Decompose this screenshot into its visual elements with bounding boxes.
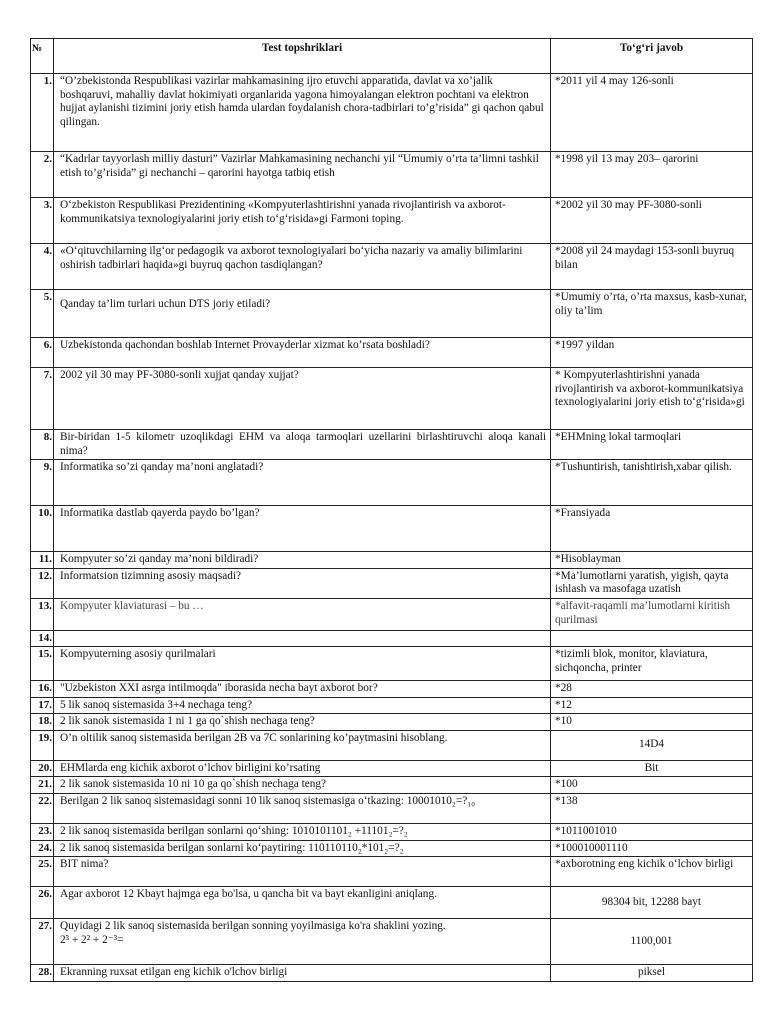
answer-text: *1998 yil 13 may 203– qarorini — [551, 152, 753, 198]
row-number: 4. — [31, 244, 54, 290]
row-number: 18. — [31, 714, 54, 731]
question-text: «O‘qituvchilarning ilg‘or pedagogik va axborot texnologiyalari bo‘yicha nazariy va amaliy bilimlarini oshirish tadbirlari haqida»gi buyruq qachon tasdiqlangan? — [54, 244, 551, 290]
table-row — [31, 460, 753, 506]
answer-text: *1997 yildan — [551, 338, 753, 368]
table-row — [31, 630, 753, 646]
table-row — [31, 552, 753, 569]
column-header-number: № — [31, 39, 54, 74]
table-row — [31, 887, 753, 919]
row-number: 16. — [31, 680, 54, 697]
answer-text: *12 — [551, 697, 753, 714]
table-row — [31, 152, 753, 198]
answer-text: * Kompyuterlashtirishni yanada rivojlantirish va axborot-kommunikatsiya texnologiyalarini joriy etish to‘g‘risida»gi — [551, 368, 753, 430]
row-number: 15. — [31, 646, 54, 680]
row-number: 5. — [31, 290, 54, 338]
row-number: 1. — [31, 74, 54, 152]
answer-text: *10 — [551, 714, 753, 731]
answer-text: 1100,001 — [551, 919, 753, 965]
table-row — [31, 965, 753, 982]
answer-text: 14D4 — [551, 730, 753, 760]
row-number: 8. — [31, 430, 54, 460]
table-header-row — [31, 39, 753, 74]
answer-text: *1011001010 — [551, 823, 753, 840]
table-row — [31, 793, 753, 823]
table-row — [31, 430, 753, 460]
answer-text: *Ma’lumotlarni yaratish, yigish, qayta ishlash va masofaga uzatish — [551, 568, 753, 598]
answer-text: *100010001110 — [551, 840, 753, 857]
question-text: Uzbekistonda qachondan boshlab Internet Provayderlar xizmat ko’rsata boshladi? — [54, 338, 551, 368]
question-text: O’n oltilik sanoq sistemasida berilgan 2B va 7C sonlarining ko’paytmasini hisoblang. — [54, 730, 551, 760]
question-text: 2 lik sanok sistemasida 1 ni 1 ga qo`shish nechaga teng? — [54, 714, 551, 731]
answer-text: *2008 yil 24 maydagi 153-sonli buyruq bilan — [551, 244, 753, 290]
row-number: 20. — [31, 760, 54, 777]
question-text: Berilgan 2 lik sanoq sistemasidagi sonni 10 lik sanoq sistemasiga o‘tkazing: 10001010₂=?₁₀ — [54, 793, 551, 823]
table-row — [31, 857, 753, 887]
question-text: Informatika so’zi qanday ma’noni anglatadi? — [54, 460, 551, 506]
row-number: 14. — [31, 630, 54, 646]
row-number: 2. — [31, 152, 54, 198]
question-text: 5 lik sanoq sistemasida 3+4 nechaga teng? — [54, 697, 551, 714]
table-row — [31, 290, 753, 338]
question-text: Agar axborot 12 Kbayt hajmga ega bo'lsa, u qancha bit va bayt ekanligini aniqlang. — [54, 887, 551, 919]
answer-text: *2002 yil 30 may PF-3080-sonli — [551, 198, 753, 244]
table-row — [31, 506, 753, 552]
table-row — [31, 598, 753, 630]
answer-text: *Hisoblayman — [551, 552, 753, 569]
question-text: Kompyuter so’zi qanday ma’noni bildiradi? — [54, 552, 551, 569]
table-row — [31, 823, 753, 840]
table-row — [31, 680, 753, 697]
row-number: 17. — [31, 697, 54, 714]
row-number: 3. — [31, 198, 54, 244]
answer-text: *Umumiy o’rta, o’rta maxsus, kasb-xunar, oliy ta’lim — [551, 290, 753, 338]
table-row — [31, 777, 753, 794]
answer-text: 98304 bit, 12288 bayt — [551, 887, 753, 919]
answer-text: *138 — [551, 793, 753, 823]
row-number: 28. — [31, 965, 54, 982]
row-number: 19. — [31, 730, 54, 760]
question-text: Ekranning ruxsat etilgan eng kichik o'lchov birligi — [54, 965, 551, 982]
question-text: “Kadrlar tayyorlash milliy dasturi” Vazirlar Mahkamasining nechanchi yil “Umumiy o’rta ta’limni tashkil etish to’g’risida” gi nechanchi – qarorini hayotga tatbiq etish — [54, 152, 551, 198]
table-row — [31, 697, 753, 714]
test-table — [30, 38, 753, 982]
row-number: 21. — [31, 777, 54, 794]
question-text: Quyidagi 2 lik sanoq sistemasida berilgan sonning yoyilmasiga ko'ra shaklini yozing. — [60, 920, 446, 933]
answer-text: *EHMning lokal tarmoqlari — [551, 430, 753, 460]
table-row — [31, 338, 753, 368]
question-text: “O’zbekistonda Respublikasi vazirlar mahkamasining ijro etuvchi apparatida, davlat va xo’jalik boshqaruvi, mahalliy davlat hokimiyati organlarida yagona himoyalangan elektron pochtani va elektron hujjat aylanishi tizimini joriy etish hamda ulardan foydalanish chora-tadbirlari to’g’risida” gi qachon qabul qilingan. — [54, 74, 551, 152]
question-text: BIT nima? — [54, 857, 551, 887]
table-row — [31, 760, 753, 777]
row-number: 23. — [31, 823, 54, 840]
row-number: 11. — [31, 552, 54, 569]
question-text: "Uzbekiston XXI asrga intilmoqda" iborasida necha bayt axborot bor? — [54, 680, 551, 697]
answer-text: *Tushuntirish, tanishtirish,xabar qilish. — [551, 460, 753, 506]
question-text: 2002 yil 30 may PF-3080-sonli xujjat qanday xujjat? — [54, 368, 551, 430]
row-number: 24. — [31, 840, 54, 857]
row-number: 12. — [31, 568, 54, 598]
answer-text: *axborotning eng kichik o‘lchov birligi — [551, 857, 753, 887]
column-header-answer: To‘g‘ri javob — [551, 39, 753, 74]
question-text: 2 lik sanok sistemasida 10 ni 10 ga qo`shish nechaga teng? — [54, 777, 551, 794]
question-text — [54, 630, 551, 646]
question-text: 2 lik sanoq sistemasida berilgan sonlarni ko‘paytiring: 110110110₂*101₂=?₂ — [54, 840, 551, 857]
question-text: 2 lik sanoq sistemasida berilgan sonlarni qo‘shing: 1010101101₂ +11101₂=?₂ — [54, 823, 551, 840]
question-text: Informatika dastlab qayerda paydo bo’lgan? — [54, 506, 551, 552]
table-row — [31, 714, 753, 731]
row-number: 7. — [31, 368, 54, 430]
answer-text: *100 — [551, 777, 753, 794]
answer-text: *2011 yil 4 may 126-sonli — [551, 74, 753, 152]
table-row — [31, 368, 753, 430]
row-number: 22. — [31, 793, 54, 823]
table-row — [31, 646, 753, 680]
answer-text: piksel — [551, 965, 753, 982]
table-row — [31, 198, 753, 244]
row-number: 10. — [31, 506, 54, 552]
row-number: 6. — [31, 338, 54, 368]
table-row — [31, 919, 753, 965]
row-number: 9. — [31, 460, 54, 506]
row-number: 26. — [31, 887, 54, 919]
row-number: 27. — [31, 919, 54, 965]
question-text: Kompyuterning asosiy qurilmalari — [54, 646, 551, 680]
question-text: Informatsion tizimning asosiy maqsadi? — [54, 568, 551, 598]
table-row — [31, 74, 753, 152]
row-number: 25. — [31, 857, 54, 887]
answer-text — [551, 630, 753, 646]
question-text: O‘zbekiston Respublikasi Prezidentining «Kompyuterlashtirishni yanada rivojlantirish va axborot-kommunikatsiya texnologiyalarini joriy etish to‘g‘risida»gi Farmoni toping. — [54, 198, 551, 244]
answer-text: *tizimli blok, monitor, klaviatura, sichqoncha, printer — [551, 646, 753, 680]
table-row — [31, 244, 753, 290]
answer-text: *Fransiyada — [551, 506, 753, 552]
answer-text: *alfavit-raqamli ma’lumotlarni kiritish qurilmasi — [551, 598, 753, 630]
table-row — [31, 730, 753, 760]
question-text: Kompyuter klaviaturasi – bu … — [54, 598, 551, 630]
answer-text: *28 — [551, 680, 753, 697]
row-number: 13. — [31, 598, 54, 630]
question-cell — [54, 919, 551, 965]
question-text: Bir-biridan 1-5 kilometr uzoqlikdagi EHM va aloqa tarmoqlari uzellarini birlashtiruvchi aloqa kanali nima? — [54, 430, 551, 460]
table-row — [31, 840, 753, 857]
question-text: Qanday ta’lim turlari uchun DTS joriy etiladi? — [54, 290, 551, 338]
column-header-question: Test topshriklari — [54, 39, 551, 74]
answer-text: Bit — [551, 760, 753, 777]
question-formula: 2³ + 2² + 2⁻³= — [60, 933, 124, 946]
table-row — [31, 568, 753, 598]
question-text: EHMlarda eng kichik axborot o’lchov birligini ko’rsating — [54, 760, 551, 777]
